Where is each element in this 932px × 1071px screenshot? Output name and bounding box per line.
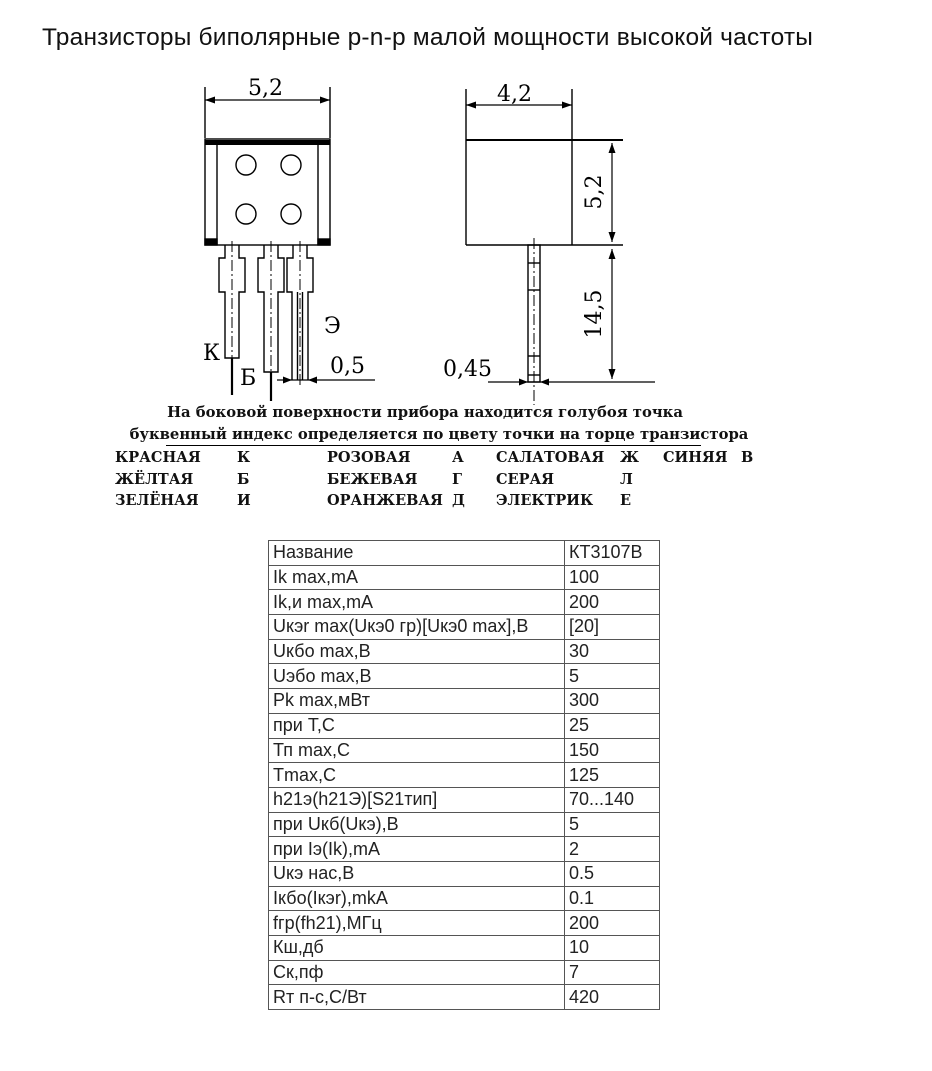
param-value-cell: 10	[565, 936, 660, 961]
table-row	[269, 936, 660, 961]
color-letter: В	[741, 449, 754, 466]
table-row	[269, 689, 660, 714]
table-row	[269, 639, 660, 664]
color-name: ЖЁЛТАЯ	[115, 470, 194, 488]
table-row	[269, 787, 660, 812]
color-name: ЭЛЕКТРИК	[496, 492, 594, 509]
color-name: ОРАНЖЕВАЯ	[327, 492, 443, 509]
param-value-cell: [20]	[565, 615, 660, 640]
param-value-cell: 0.5	[565, 861, 660, 886]
page-title: Транзисторы биполярные p-n-p малой мощности высокой частоты	[42, 24, 814, 51]
color-letter: А	[452, 449, 464, 466]
dim-side-body-height: 5,2	[582, 174, 607, 210]
color-name: САЛАТОВАЯ	[496, 449, 605, 466]
divider-rule	[166, 445, 701, 446]
dim-side-lead-length: 14,5	[582, 289, 607, 339]
table-row	[269, 861, 660, 886]
table-row	[269, 763, 660, 788]
color-name: СЕРАЯ	[496, 470, 555, 488]
param-value-cell: 25	[565, 713, 660, 738]
note-blue-dot: На боковой поверхности прибора находится голубоя точка	[167, 404, 683, 421]
param-name-cell: Ik,и max,mA	[269, 590, 565, 615]
color-name: ЗЕЛЁНАЯ	[115, 492, 199, 509]
param-name-cell: при Iэ(Ik),mA	[269, 837, 565, 862]
color-letter: Л	[620, 470, 633, 488]
front-view-drawing	[205, 87, 330, 245]
dim-side-lead-thickness: 0,45	[443, 357, 492, 382]
param-name-cell: Uкэ нас,В	[269, 861, 565, 886]
param-value-cell: 420	[565, 985, 660, 1010]
table-row	[269, 960, 660, 985]
color-letter: К	[237, 449, 251, 466]
table-row	[269, 985, 660, 1010]
lead-label-collector: К	[203, 341, 221, 366]
table-row	[269, 565, 660, 590]
param-name-cell: fгр(fh21),МГц	[269, 911, 565, 936]
table-row	[269, 541, 660, 566]
param-value-cell: 300	[565, 689, 660, 714]
table-row	[269, 837, 660, 862]
param-value-cell: 0.1	[565, 886, 660, 911]
param-name-cell: Название	[269, 541, 565, 566]
table-row	[269, 738, 660, 763]
param-name-cell: Rт п-с,С/Вт	[269, 985, 565, 1010]
param-value-cell: 200	[565, 590, 660, 615]
table-row	[269, 664, 660, 689]
param-value-cell: 150	[565, 738, 660, 763]
param-name-cell: Pk max,мВт	[269, 689, 565, 714]
param-value-cell: 70...140	[565, 787, 660, 812]
color-letter: Д	[452, 492, 465, 509]
param-value-cell: 200	[565, 911, 660, 936]
table-row	[269, 886, 660, 911]
table-row	[269, 615, 660, 640]
side-view-drawing	[466, 89, 655, 382]
spec-table	[268, 540, 660, 1010]
param-value-cell: 7	[565, 960, 660, 985]
param-name-cell: h21э(h21Э)[S21тип]	[269, 787, 565, 812]
color-name: КРАСНАЯ	[115, 449, 201, 466]
param-name-cell: Кш,дб	[269, 936, 565, 961]
color-code-table	[115, 449, 781, 514]
param-name-cell: Iкбо(Iкэr),mkA	[269, 886, 565, 911]
note-letter-index: буквенный индекс определяется по цвету точки на торце транзистора	[129, 426, 749, 443]
color-letter: Г	[452, 470, 463, 488]
param-name-cell: Тп max,С	[269, 738, 565, 763]
dim-side-body-depth: 4,2	[497, 82, 532, 107]
param-name-cell: Uэбо max,В	[269, 664, 565, 689]
param-value-cell: 2	[565, 837, 660, 862]
param-value-cell: 5	[565, 812, 660, 837]
color-letter: Б	[237, 470, 250, 488]
dim-front-body-width: 5,2	[248, 76, 283, 101]
param-name-cell: Ik max,mA	[269, 565, 565, 590]
param-name-cell: при Т,С	[269, 713, 565, 738]
param-name-cell: Uкбо max,В	[269, 639, 565, 664]
dim-front-lead-width: 0,5	[330, 354, 365, 379]
color-name: РОЗОВАЯ	[327, 449, 411, 466]
color-letter: Ж	[620, 449, 640, 466]
color-letter: Е	[620, 492, 632, 509]
table-row	[269, 590, 660, 615]
color-name: БЕЖЕВАЯ	[327, 470, 418, 488]
color-letter: И	[237, 492, 251, 509]
param-value-cell: КТ3107В	[565, 541, 660, 566]
param-value-cell: 100	[565, 565, 660, 590]
color-name: СИНЯЯ	[663, 449, 728, 466]
front-view-leads	[219, 245, 313, 401]
param-name-cell: Tmax,С	[269, 763, 565, 788]
param-value-cell: 30	[565, 639, 660, 664]
param-name-cell: Ск,пф	[269, 960, 565, 985]
table-row	[269, 812, 660, 837]
table-row	[269, 713, 660, 738]
lead-label-base: Б	[240, 366, 257, 391]
param-value-cell: 125	[565, 763, 660, 788]
table-row	[269, 911, 660, 936]
param-name-cell: при Uкб(Uкэ),В	[269, 812, 565, 837]
param-value-cell: 5	[565, 664, 660, 689]
package-drawings	[0, 75, 700, 415]
lead-label-emitter: Э	[324, 314, 341, 339]
param-name-cell: Uкэr max(Uкэ0 гр)[Uкэ0 max],В	[269, 615, 565, 640]
